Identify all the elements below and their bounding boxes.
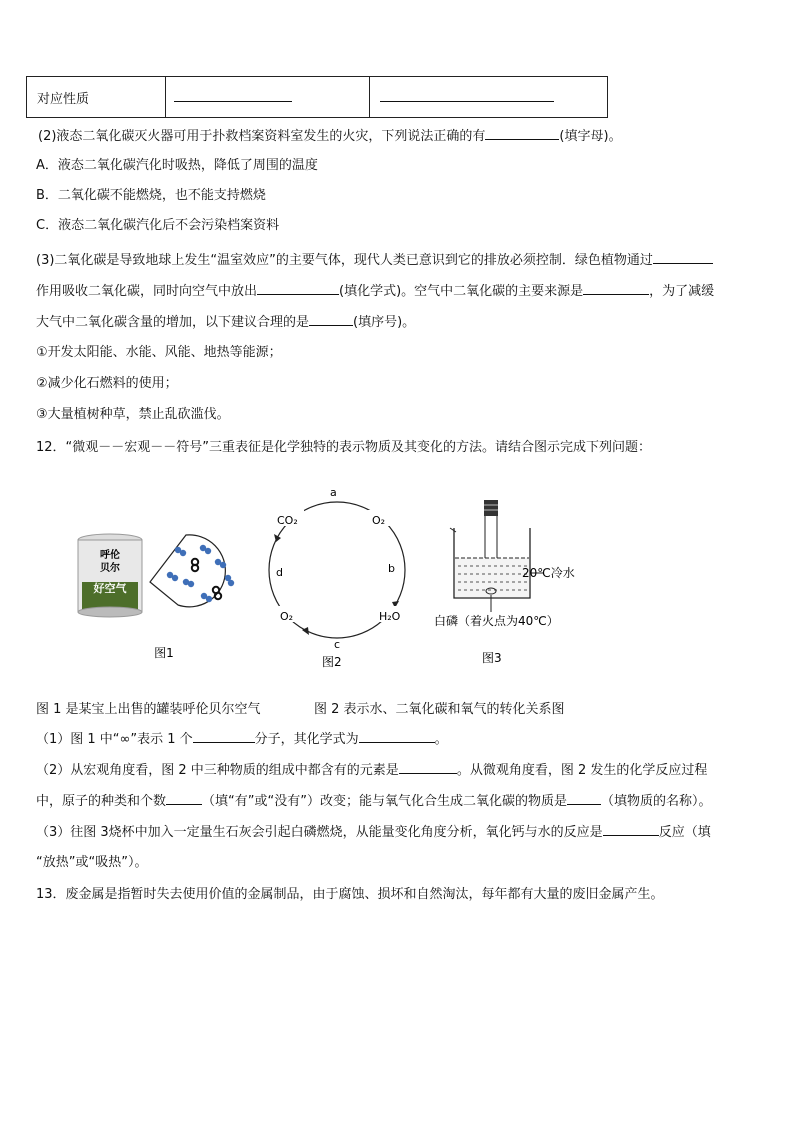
answer-blank[interactable] xyxy=(583,282,649,295)
cold-water xyxy=(455,558,529,597)
q12-part2-line1: （2）从宏观角度看，图 2 中三种物质的组成中都含有的元素是 。从微观角度看，图 2 发生的化学反应过程 xyxy=(36,763,708,778)
q11-part3-line3: 大气中二氧化碳含量的增加，以下建议合理的是 (填序号)。 xyxy=(36,315,416,330)
can-text-1: 呼伦 xyxy=(100,550,120,561)
figure-1-caption: 图1 xyxy=(154,646,174,660)
answer-blank[interactable] xyxy=(166,792,202,805)
label-o2-top: O₂ xyxy=(372,514,386,527)
can-text-2: 贝尔 xyxy=(100,563,120,574)
q12-part3-line1: （3）往图 3烧杯中加入一定量生石灰会引起白磷燃烧，从能量变化角度分析，氧化钙与水的反应是 反应（填 xyxy=(36,825,711,840)
q13-stem: 13．废金属是指暂时失去使用价值的金属制品，由于腐蚀、损坏和自然淘汰，每年都有大量的废旧金属产生。 xyxy=(36,887,664,902)
answer-blank[interactable] xyxy=(359,730,435,743)
row-label: 对应性质 xyxy=(27,77,166,118)
figure-1-description: 图 1 是某宝上出售的罐装呼伦贝尔空气 xyxy=(36,702,261,717)
answer-blank[interactable] xyxy=(653,251,713,264)
option-b: B．二氧化碳不能燃烧，也不能支持燃烧 xyxy=(36,188,266,203)
table-cell-2 xyxy=(370,77,608,118)
figure-2 xyxy=(262,480,422,670)
arrow-c-icon xyxy=(302,627,309,635)
option-c: C．液态二氧化碳汽化后不会污染档案资料 xyxy=(36,218,280,233)
can-text-3: 好空气 xyxy=(93,582,127,595)
answer-blank[interactable] xyxy=(380,89,554,102)
q12-part2-line2: 中，原子的种类和个数 （填“有”或“没有”）改变；能与氧气化合生成二氧化碳的物质是 （填物质的名称）。 xyxy=(36,794,712,809)
label-d: d xyxy=(276,566,283,579)
figure-2-description: 图 2 表示水、二氧化碳和氧气的转化关系图 xyxy=(314,702,565,717)
label-a: a xyxy=(330,486,337,499)
label-c: c xyxy=(334,638,341,651)
label-o2-bottom: O₂ xyxy=(280,610,294,623)
suggestion-1: ①开发太阳能、水能、风能、地热等能源； xyxy=(36,345,282,360)
property-table xyxy=(26,76,608,118)
q11-part3-line2: 作用吸收二氧化碳，同时向空气中放出 (填化学式)。空气中二氧化碳的主要来源是 ，为了减缓 xyxy=(36,284,715,299)
suggestion-2: ②减少化石燃料的使用； xyxy=(36,376,178,391)
answer-blank[interactable] xyxy=(193,730,255,743)
can-base xyxy=(78,607,142,617)
q12-stem: 12．“微观－－宏观－－符号”三重表征是化学独特的表示物质及其变化的方法。请结合图示完成下列问题： xyxy=(36,440,652,455)
figure-3-caption: 图3 xyxy=(482,651,502,665)
answer-blank[interactable] xyxy=(399,761,457,774)
answer-blank[interactable] xyxy=(603,823,659,836)
label-b: b xyxy=(388,562,395,575)
answer-blank[interactable] xyxy=(485,127,559,140)
suggestion-3: ③大量植树种草，禁止乱砍滥伐。 xyxy=(36,407,230,422)
answer-blank[interactable] xyxy=(567,792,601,805)
answer-blank[interactable] xyxy=(309,313,353,326)
figure-1 xyxy=(68,520,258,665)
answer-blank[interactable] xyxy=(257,282,339,295)
figure-2-caption: 图2 xyxy=(322,655,342,669)
q11-part2-stem: (2)液态二氧化碳灭火器可用于扑救档案资料室发生的火灾，下列说法正确的有 (填字母)。 xyxy=(38,129,622,144)
stopper-icon xyxy=(484,500,498,516)
water-label: 20℃冷水 xyxy=(522,566,575,580)
answer-blank[interactable] xyxy=(174,89,292,102)
figure-3 xyxy=(432,498,612,668)
table-cell-1 xyxy=(166,77,370,118)
table-row xyxy=(27,77,608,118)
label-h2o: H₂O xyxy=(379,610,401,623)
q12-part3-line2: “放热”或“吸热”）。 xyxy=(36,855,148,870)
label-co2: CO₂ xyxy=(277,514,298,527)
option-a: A．液态二氧化碳汽化时吸热，降低了周围的温度 xyxy=(36,158,318,173)
q12-part1: （1）图 1 中“∞”表示 1 个 分子，其化学式为 。 xyxy=(36,732,448,747)
phosphorus-label: 白磷（着火点为40℃） xyxy=(434,614,559,628)
q11-part3-line1: (3)二氧化碳是导致地球上发生“温室效应”的主要气体，现代人类已意识到它的排放必须控制．绿色植物通过 xyxy=(36,251,713,270)
beaker-lip xyxy=(450,528,456,532)
